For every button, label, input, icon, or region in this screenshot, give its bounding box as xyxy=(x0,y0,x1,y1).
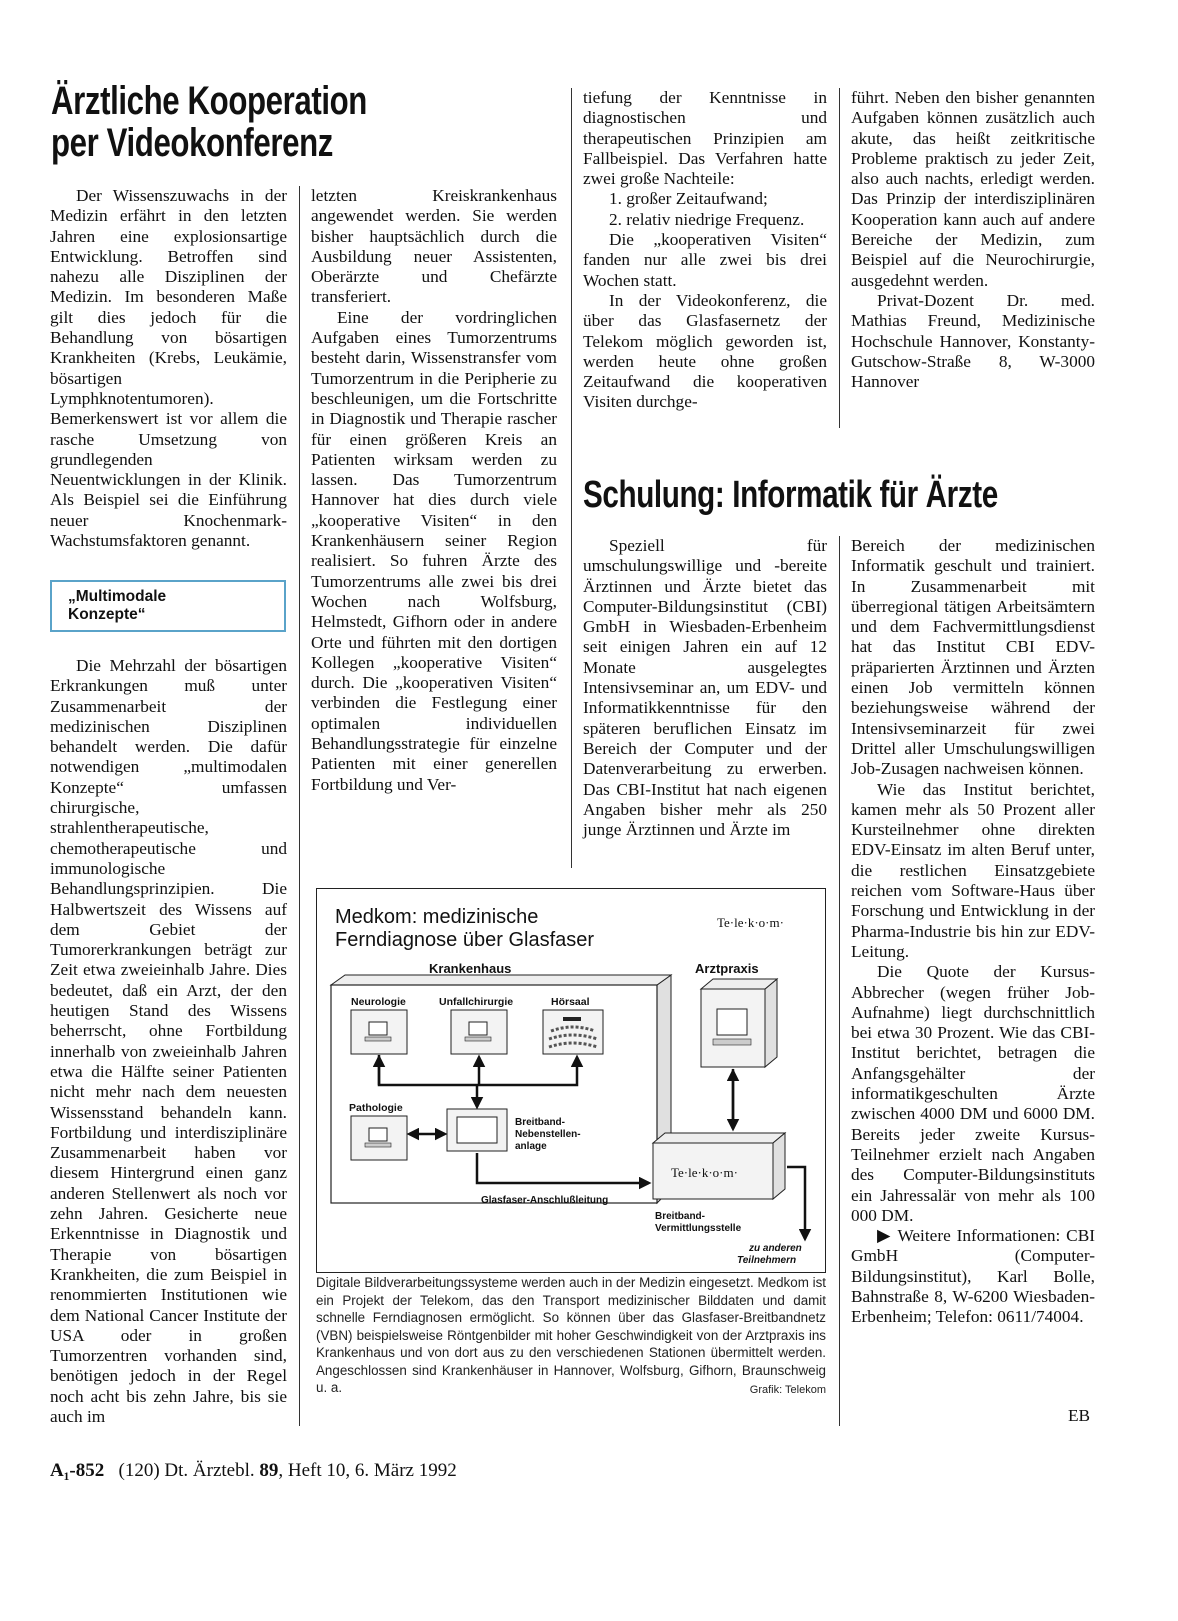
paragraph: führt. Neben den bisher genannten Aufgaben können zusätzlich auch akute, das heißt zeitkritische Probleme praktisch zu jeder Zeit, also auch nachts, erledigt werden. Das Prinzip der interdisziplinären Kooperation kann auch auf andere Bereiche der Medizin, zum Beispiel auf die Neurochirurgie, ausgedehnt werden. xyxy=(851,88,1095,290)
network-diagram xyxy=(317,889,824,1271)
others-label-2: Teilnehmern xyxy=(737,1255,797,1266)
computer-icon xyxy=(465,1022,491,1041)
article1-column-1 xyxy=(50,186,287,551)
list-item: 1. großer Zeitaufwand; xyxy=(609,189,768,209)
article2-column-4 xyxy=(851,536,1095,1328)
article2-column-3 xyxy=(583,536,827,840)
telekom-logo: Te·le·k·o·m· xyxy=(717,915,784,930)
room-unfallchirurgie-label: Unfallchirurgie xyxy=(439,996,514,1008)
paragraph: Bereich der medizinischen Informatik geschult und trainiert. In Zusammenarbeit mit überregional tätigen Arbeitsämtern und dem Fachvermittlungsdienst hat das Institut CBI EDV-präparierten Ärztinnen und Ärzten einen Job vermitteln können beziehungsweise während der Intensivseminarzeit für zwei Drittel aller Umschulungswilligen Job-Zusagen nachweisen können. xyxy=(851,536,1095,779)
article1-column-4 xyxy=(851,88,1095,392)
others-label-1: zu anderen xyxy=(749,1243,802,1254)
exchange-label-1: Breitband- xyxy=(655,1211,705,1222)
hospital-label: Krankenhaus xyxy=(429,961,512,976)
computer-icon xyxy=(365,1128,391,1147)
paragraph: Eine der vordringlichen Aufgaben eines Tumorzentrums besteht darin, Wissenstransfer vom Tumorzentrum in die Peripherie zu beschleunigen, um die Fortschritte in Diagnostik und Therapie rascher für einen größeren Kreis an Patienten wirksam werden zu lassen. Das Tumorzentrum Hannover hat dies durch viele „kooperative Visiten“ in den Krankenhäusern seiner Region realisiert. So fuhren Ärzte des Tumorzentrums alle zwei bis drei Wochen nach Wolfsburg, Helmstedt, Gifhorn oder in andere Orte und führten mit den dortigen Kollegen „kooperative Visiten“ durch. Die „kooperativen Visiten“ verbinden die Festlegung einer optimalen individuellen Behandlungsstrategie für einzelne Patienten mit einer generellen Fortbildung und Ver- xyxy=(311,307,557,794)
caption-text: Digitale Bildverarbeitungssysteme werden auch in der Medizin eingesetzt. Medkom ist ein Projekt der Telekom, das den Transport medizinischer Bilddaten und damit schnelle Ferndiagnosen ermöglicht. So können über das Glasfaser-Breitbandnetz (VBN) beispielsweise Röntgenbilder mit hoher Geschwindigkeit von der Arztpraxis ins Krankenhaus und von dort aus zu den verschiedenen Stationen übermittelt werden. Angeschlossen sind Krankenhäuser in Hannover, Wolfsburg, Gifhorn, Braunschweig u. a. xyxy=(316,1275,826,1395)
paragraph: tiefung der Kenntnisse in diagnostischen und therapeutischen Prinzipien am Fallbeispiel. Das Verfahren hatte zwei große Nachteile: xyxy=(583,88,827,189)
room-hoersaal-label: Hörsaal xyxy=(551,996,590,1008)
pbx-label-2: Nebenstellen- xyxy=(515,1129,581,1140)
room-neurologie-label: Neurologie xyxy=(351,996,406,1008)
figure-credit: Grafik: Telekom xyxy=(749,1384,826,1396)
subheading-box xyxy=(50,580,286,632)
pbx-label-1: Breitband- xyxy=(515,1117,565,1128)
column-rule xyxy=(571,88,572,868)
computer-icon xyxy=(713,1009,751,1045)
hospital-building xyxy=(331,975,671,1203)
paragraph: Wie das Institut berichtet, kamen mehr als 50 Prozent aller Kursteilnehmer ohne direkten EDV-Einsatz im alten Beruf unter, die restlichen Einsatzgebiete reichen vom Software-Haus über Forschung und Entwicklung in der Pharma-Industrie bis hin zur EDV-Leitung. xyxy=(851,779,1095,961)
article1-column-1b xyxy=(50,656,287,1427)
volume-number: 89 xyxy=(259,1460,279,1481)
author-info: Privat-Dozent Dr. med. Mathias Freund, Medizinische Hochschule Hannover, Konstanty-Gutschow-Straße 8, W-3000 Hannover xyxy=(851,290,1095,392)
column-rule xyxy=(839,536,840,1426)
article1-title-line1: Ärztliche Kooperation xyxy=(51,79,367,123)
citation: (120) Dt. Ärztebl. xyxy=(118,1460,255,1481)
paragraph: In der Videokonferenz, die über das Glasfasernetz der Telekom möglich geworden ist, werden heute ohne großen Zeitaufwand die kooperativen Visiten durchge- xyxy=(583,290,827,412)
article1-title xyxy=(51,80,367,164)
pbx-label-3: anlage xyxy=(515,1141,547,1152)
article1-column-2 xyxy=(311,186,557,795)
fiber-label: Glasfaser-Anschlußleitung xyxy=(481,1195,609,1206)
figure-caption xyxy=(316,1274,826,1400)
telekom-box-logo: Te·le·k·o·m· xyxy=(671,1165,738,1180)
paragraph: Die „kooperativen Visiten“ fanden nur alle zwei bis drei Wochen statt. xyxy=(583,230,827,290)
paragraph: Die Mehrzahl der bösartigen Erkrankungen muß unter Zusammenarbeit der medizinischen Disziplinen behandelt werden. Die dafür notwendigen „multimodalen Konzepte“ umfassen chirurgische, strahlentherapeutische, chemotherapeutische und immunologische Behandlungsprinzipien. Die Halbwertszeit des Wissens auf dem Gebiet der Tumorerkrankungen beträgt zur Zeit etwa zweieinhalb Jahre. Dies bedeutet, daß ein Arzt, der den heutigen Stand des Wissens beherrscht, ohne Fortbildung innerhalb von zweieinhalb Jahren etwa die Hälfte seiner Patienten nicht mehr nach dem neuesten Wissensstand behandeln kann. Fortbildung und interdisziplinäre Zusammenarbeit haben vor diesem Hintergrund einen ganz anderen Stellenwert als noch vor zehn Jahren. Gesicherte neue Erkenntnisse in Diagnostik und Therapie von bösartigen Krankheiten, die zum Beispiel in renommierten Institutionen wie dem National Cancer Institute der USA oder in großen Tumorzentren vorhanden sind, benötigen jedoch in der Regel noch acht bis zehn Jahre, bis sie auch im xyxy=(50,656,287,1426)
signature: EB xyxy=(1068,1406,1091,1425)
column-rule xyxy=(299,186,300,1426)
exchange-label-2: Vermittlungsstelle xyxy=(655,1223,742,1234)
paragraph: Speziell für umschulungswillige und -bereite Ärztinnen und Ärzte bietet das Computer-Bildungsinstitut (CBI) GmbH in Wiesbaden-Erbenheim seit einigen Jahren ein auf 12 Monate ausgelegtes Intensivseminar an, um EDV- und Informatikkenntnisse für den späteren beruflichen Einsatz im Bereich der Computer und der Datenverarbeitung zu erwerben. Das CBI-Institut hat nach eigenen Angaben bisher mehr als 250 junge Ärztinnen und Ärzte im xyxy=(583,536,827,840)
subheading: „Multimodale Konzepte“ xyxy=(68,588,167,623)
column-rule xyxy=(839,88,840,428)
paragraph: letzten Kreiskrankenhaus angewendet werden. Sie werden bisher hauptsächlich durch die Ausbildung neuer Assistenten, Oberärzte und Chefärzte transferiert. xyxy=(311,186,557,307)
page-footer xyxy=(50,1460,457,1482)
list-item: 2. relativ niedrige Frequenz. xyxy=(609,209,805,229)
computer-icon xyxy=(365,1022,391,1041)
article1-title-line2: per Videokonferenz xyxy=(51,121,333,165)
issue-date: , Heft 10, 6. März 1992 xyxy=(278,1460,457,1481)
paragraph: Der Wissenszuwachs in der Medizin erfährt in den letzten Jahren eine explosionsartige Entwicklung. Betroffen sind nahezu alle Disziplinen der Medizin. Im besonderen Maße gilt dies jedoch für die Behandlung von bösartigen Krankheiten (Krebs, Leukämie, bösartigen Lymphknotentumoren). Bemerkenswert ist vor allem die rasche Umsetzung von grundlegenden Neuentwicklungen in der Klinik. Als Beispiel sei die Einführung neuer Knochenmark-Wachstumsfaktoren genannt. xyxy=(50,186,287,551)
paragraph: Die Quote der Kursus-Abbrecher (wegen früher Job-Aufnahme) liegt durchschnittlich bei etwa 30 Prozent. Wie das CBI-Institut berichtet, betragen die Anfangsgehälter der informatikgeschulten Ärzte zwischen 4000 DM und 6000 DM. Bereits jeder zweite Kursus-Teilnehmer erzielt nach Angaben des Computer-Bildungsinstituts ein Jahressalär von mehr als 100 000 DM. xyxy=(851,962,1095,1225)
room-pathologie-label: Pathologie xyxy=(349,1102,403,1114)
page-number: A₁-852 xyxy=(50,1460,105,1481)
article2-title: Schulung: Informatik für Ärzte xyxy=(583,474,998,516)
figure-title-line2: Ferndiagnose über Glasfaser xyxy=(335,929,595,951)
figure-box xyxy=(316,888,826,1273)
article1-column-3 xyxy=(583,88,827,413)
practice-label: Arztpraxis xyxy=(695,961,759,976)
figure-title-line1: Medkom: medizinische xyxy=(335,906,539,928)
paragraph: ▶ Weitere Informationen: CBI GmbH (Computer-Bildungsinstitut), Karl Bolle, Bahnstraße 8, W-6200 Wiesbaden-Erbenheim; Telefon: 0611/74004. xyxy=(851,1226,1095,1327)
